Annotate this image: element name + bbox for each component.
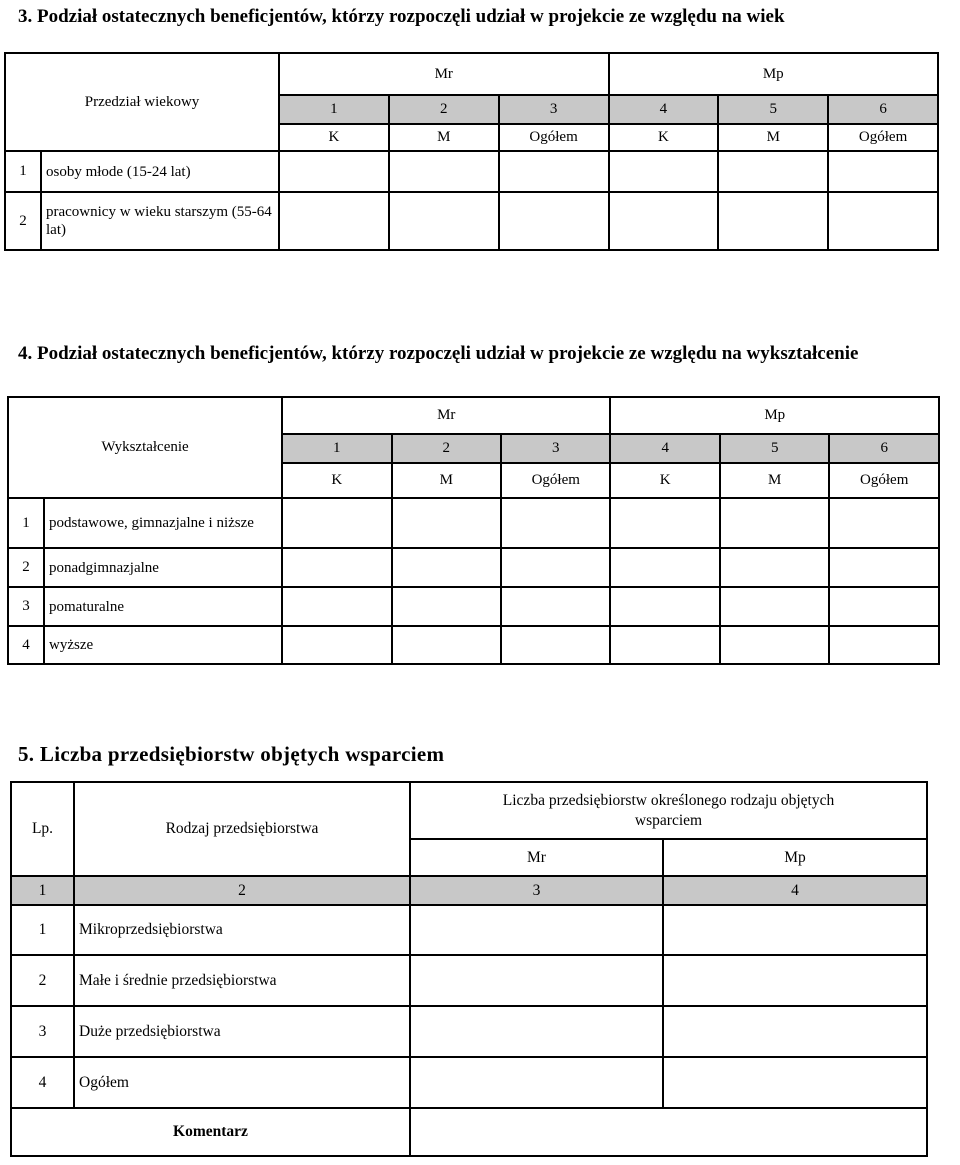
table-row (8, 498, 939, 548)
col-number: 3 (501, 434, 610, 463)
data-cell[interactable] (610, 587, 719, 626)
enterprise-type-header: Rodzaj przedsiębiorstwa (74, 782, 410, 876)
comment-label: Komentarz (11, 1108, 410, 1156)
data-cell[interactable] (392, 626, 501, 664)
education-corner-header: Wykształcenie (8, 397, 282, 498)
data-cell[interactable] (829, 498, 939, 548)
table-row (11, 1057, 927, 1108)
data-cell[interactable] (392, 587, 501, 626)
data-cell[interactable] (720, 548, 829, 587)
row-number: 4 (11, 1057, 74, 1108)
table-row (8, 626, 939, 664)
row-number: 1 (5, 151, 41, 192)
comment-field[interactable] (410, 1108, 927, 1156)
table-row (5, 192, 938, 250)
education-table (7, 396, 940, 665)
data-cell[interactable] (501, 587, 610, 626)
col-number: 4 (663, 876, 927, 905)
data-cell[interactable] (282, 498, 391, 548)
data-cell[interactable] (410, 905, 663, 955)
age-corner-header: Przedział wiekowy (5, 53, 279, 151)
subheader: K (610, 463, 719, 498)
row-label: wyższe (44, 626, 282, 664)
data-cell[interactable] (720, 626, 829, 664)
data-cell[interactable] (410, 955, 663, 1006)
data-cell[interactable] (610, 498, 719, 548)
group-mr-header: Mr (279, 53, 608, 95)
row-label: osoby młode (15-24 lat) (41, 151, 279, 192)
data-cell[interactable] (499, 151, 609, 192)
row-label: Małe i średnie przedsiębiorstwa (74, 955, 410, 1006)
data-cell[interactable] (501, 626, 610, 664)
col-number: 4 (610, 434, 719, 463)
subheader: Ogółem (828, 124, 938, 151)
data-cell[interactable] (829, 548, 939, 587)
data-cell[interactable] (389, 192, 499, 250)
subheader: Ogółem (829, 463, 939, 498)
table-row (5, 151, 938, 192)
subheader: M (718, 124, 828, 151)
row-label: podstawowe, gimnazjalne i niższe (44, 498, 282, 548)
data-cell[interactable] (663, 1057, 927, 1108)
table-row (8, 587, 939, 626)
comment-row (11, 1108, 927, 1156)
data-cell[interactable] (718, 151, 828, 192)
table-row (8, 548, 939, 587)
col-number: 1 (282, 434, 391, 463)
data-cell[interactable] (720, 498, 829, 548)
data-cell[interactable] (663, 955, 927, 1006)
col-number: 2 (74, 876, 410, 905)
row-number: 3 (8, 587, 44, 626)
col-number: 2 (389, 95, 499, 124)
data-cell[interactable] (610, 548, 719, 587)
table-row (11, 955, 927, 1006)
col-number: 4 (609, 95, 719, 124)
data-cell[interactable] (501, 498, 610, 548)
data-cell[interactable] (609, 192, 719, 250)
col-number: 1 (11, 876, 74, 905)
data-cell[interactable] (609, 151, 719, 192)
data-cell[interactable] (828, 151, 938, 192)
data-cell[interactable] (829, 587, 939, 626)
data-cell[interactable] (663, 905, 927, 955)
section5-title: 5. Liczba przedsiębiorstw objętych wsparciem (18, 742, 445, 766)
data-cell[interactable] (499, 192, 609, 250)
subheader: M (392, 463, 501, 498)
enterprise-count-header: Liczba przedsiębiorstw określonego rodzaju objętych wsparciem (410, 782, 927, 839)
subheader: Ogółem (499, 124, 609, 151)
data-cell[interactable] (501, 548, 610, 587)
data-cell[interactable] (828, 192, 938, 250)
row-label: Duże przedsiębiorstwa (74, 1006, 410, 1057)
group-mr-header: Mr (282, 397, 610, 434)
group-mp-header: Mp (610, 397, 939, 434)
row-label: Mikroprzedsiębiorstwa (74, 905, 410, 955)
col-number: 2 (392, 434, 501, 463)
row-label: pracownicy w wieku starszym (55-64 lat) (41, 192, 279, 250)
data-cell[interactable] (610, 626, 719, 664)
data-cell[interactable] (720, 587, 829, 626)
table-row (11, 1006, 927, 1057)
col-number: 6 (829, 434, 939, 463)
subheader: Ogółem (501, 463, 610, 498)
data-cell[interactable] (279, 192, 389, 250)
data-cell[interactable] (410, 1057, 663, 1108)
subheader: M (389, 124, 499, 151)
age-table (4, 52, 939, 251)
data-cell[interactable] (282, 587, 391, 626)
row-label: pomaturalne (44, 587, 282, 626)
col-number: 3 (499, 95, 609, 124)
subheader: K (279, 124, 389, 151)
data-cell[interactable] (389, 151, 499, 192)
data-cell[interactable] (392, 548, 501, 587)
group-mr-header: Mr (410, 839, 663, 876)
row-number: 3 (11, 1006, 74, 1057)
table-row (11, 905, 927, 955)
section3-title: 3. Podział ostatecznych beneficjentów, którzy rozpoczęli udział w projekcie ze względu na wiek (18, 6, 785, 27)
row-number: 4 (8, 626, 44, 664)
data-cell[interactable] (279, 151, 389, 192)
row-number: 1 (8, 498, 44, 548)
col-number: 1 (279, 95, 389, 124)
row-number: 2 (5, 192, 41, 250)
data-cell[interactable] (282, 626, 391, 664)
subheader: K (609, 124, 719, 151)
subheader: K (282, 463, 391, 498)
col-number: 6 (828, 95, 938, 124)
row-number: 1 (11, 905, 74, 955)
data-cell[interactable] (392, 498, 501, 548)
row-label: ponadgimnazjalne (44, 548, 282, 587)
data-cell[interactable] (410, 1006, 663, 1057)
data-cell[interactable] (282, 548, 391, 587)
lp-header: Lp. (11, 782, 74, 876)
group-mp-header: Mp (609, 53, 939, 95)
data-cell[interactable] (829, 626, 939, 664)
row-number: 2 (11, 955, 74, 1006)
data-cell[interactable] (718, 192, 828, 250)
group-mp-header: Mp (663, 839, 927, 876)
enterprises-table (10, 781, 928, 1157)
row-number: 2 (8, 548, 44, 587)
data-cell[interactable] (663, 1006, 927, 1057)
row-label: Ogółem (74, 1057, 410, 1108)
col-number: 3 (410, 876, 663, 905)
subheader: M (720, 463, 829, 498)
col-number: 5 (720, 434, 829, 463)
col-number: 5 (718, 95, 828, 124)
section4-title: 4. Podział ostatecznych beneficjentów, którzy rozpoczęli udział w projekcie ze względu na wykształcenie (18, 343, 859, 364)
